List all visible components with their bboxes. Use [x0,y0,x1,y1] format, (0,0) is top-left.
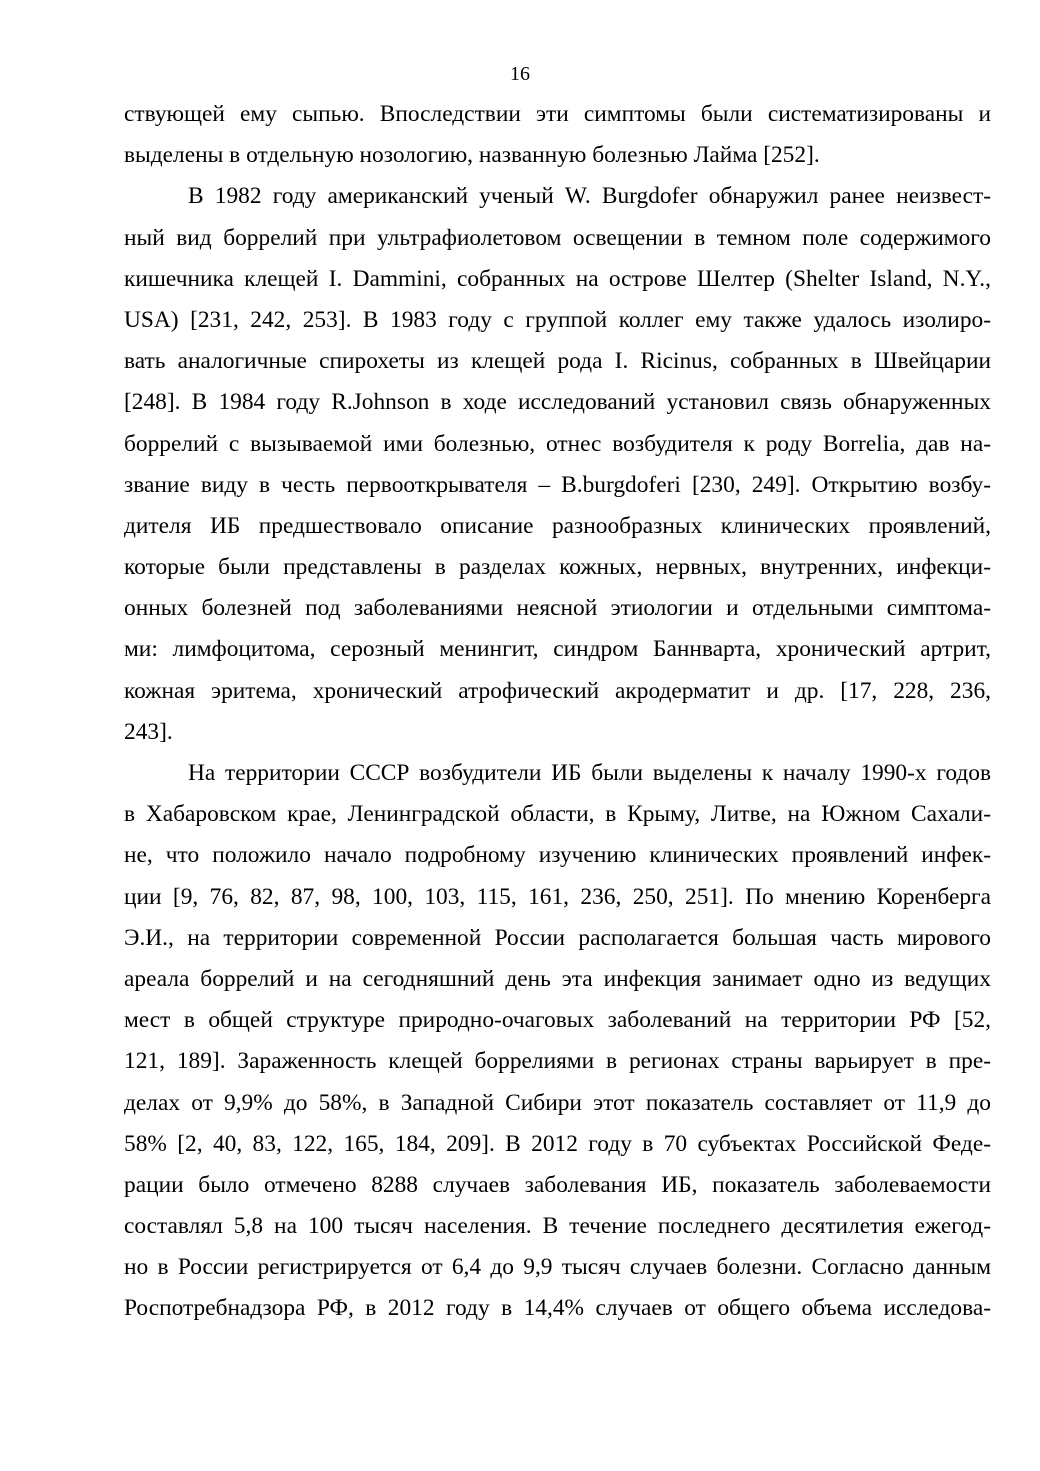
paragraph [124,753,991,1330]
text-line: делах от 9,9% до 58%, в Западной Сибири этот показатель составляет от 11,9 до [124,1089,991,1116]
text-line: боррелий с вызываемой ими болезнью, отнес возбудителя к роду Borrelia, дав на- [124,430,991,457]
text-line: ареала боррелий и на сегодняшний день эта инфекция занимает одно из ведущих [124,965,991,992]
text-line: кишечника клещей I. Dammini, собранных на острове Шелтер (Shelter Island, N.Y., [124,265,991,292]
text-line: На территории СССР возбудители ИБ были выделены к началу 1990-х годов [188,760,991,786]
text-line: ный вид боррелий при ультрафиолетовом освещении в темном поле содержимого [124,224,991,251]
text-line: которые были представлены в разделах кожных, нервных, внутренних, инфекци- [124,554,991,581]
text-line: но в России регистрируется от 6,4 до 9,9 тысяч случаев болезни. Согласно данным [124,1254,991,1281]
text-line: вать аналогичные спирохеты из клещей рода I. Ricinus, собранных в Швейцарии [124,348,991,375]
text-line: кожная эритема, хронический атрофический акродерматит и др. [17, 228, 236, [124,677,991,704]
text-line: В 1982 году американский ученый W. Burgdofer обнаружил ранее неизвест- [188,183,991,210]
body-text [124,94,991,1330]
text-line: ми: лимфоцитома, серозный менингит, синдром Баннварта, хронический артрит, [124,636,991,663]
text-line: мест в общей структуре природно-очаговых заболеваний на территории РФ [52, [124,1007,991,1034]
text-line: онных болезней под заболеваниями неясной этиологии и отдельными симптома- [124,595,991,622]
text-line: 243]. [124,718,173,745]
paragraph [124,94,991,176]
text-line: дителя ИБ предшествовало описание разнообразных клинических проявлений, [124,512,991,539]
text-line: USA) [231, 242, 253]. В 1983 году с группой коллег ему также удалось изолиро- [124,306,991,333]
page-number: 16 [510,63,530,85]
text-line: ствующей ему сыпью. Впоследствии эти симптомы были систематизированы и [124,101,991,127]
text-line: [248]. В 1984 году R.Johnson в ходе исследований установил связь обнаруженных [124,389,991,416]
text-line: в Хабаровском крае, Ленинградской области, в Крыму, Литве, на Южном Сахали- [124,801,991,828]
text-line: звание виду в честь первооткрывателя – B.burgdoferi [230, 249]. Открытию возбу- [124,471,991,498]
text-line: ции [9, 76, 82, 87, 98, 100, 103, 115, 161, 236, 250, 251]. По мнению Коренберга [124,883,991,910]
text-line: не, что положило начало подробному изучению клинических проявлений инфек- [124,842,991,869]
text-line: Роспотребнадзора РФ, в 2012 году в 14,4% случаев от общего объема исследова- [124,1295,991,1322]
text-line: 58% [2, 40, 83, 122, 165, 184, 209]. В 2012 году в 70 субъектах Российской Феде- [124,1130,991,1157]
text-line: Э.И., на территории современной России располагается большая часть мирового [124,924,991,951]
paragraph [124,176,991,753]
text-line: рации было отмечено 8288 случаев заболевания ИБ, показатель заболеваемости [124,1171,991,1198]
text-line: выделены в отдельную нозологию, названную болезнью Лайма [252]. [124,142,820,169]
text-line: составлял 5,8 на 100 тысяч населения. В течение последнего десятилетия ежегод- [124,1213,991,1240]
text-line: 121, 189]. Зараженность клещей боррелиями в регионах страны варьирует в пре- [124,1048,991,1075]
